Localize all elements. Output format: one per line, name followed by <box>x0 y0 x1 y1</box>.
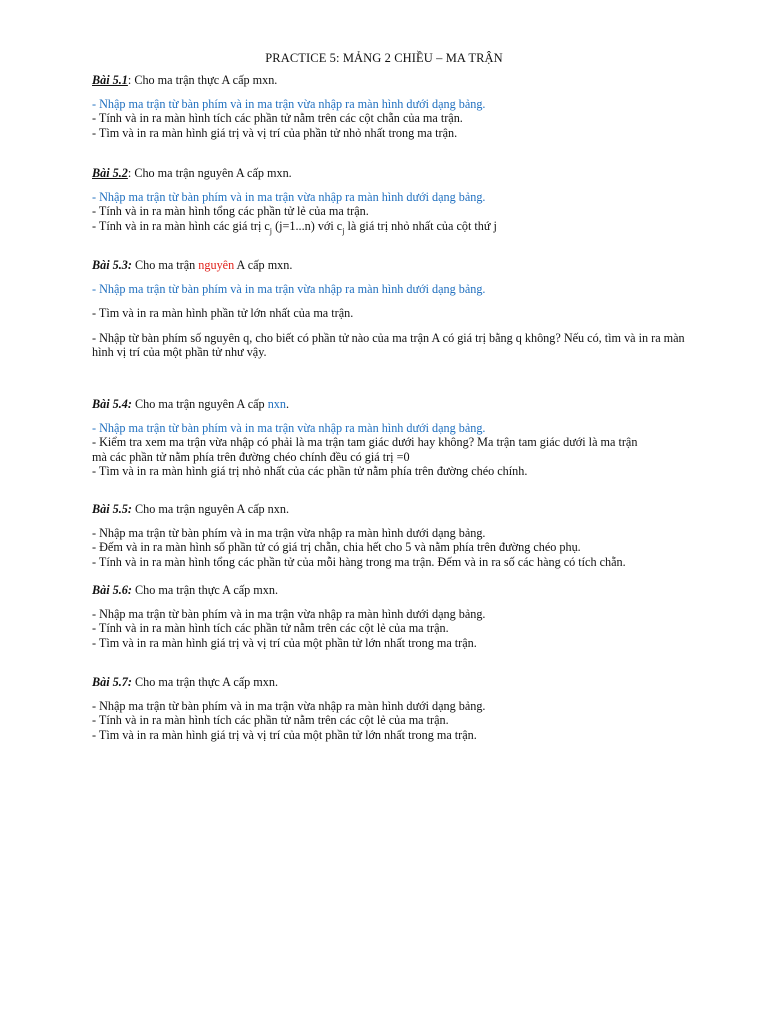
exercise-5-7 <box>92 675 692 742</box>
exercise-5-4 <box>92 397 692 479</box>
task-line: - Nhập ma trận từ bàn phím và in ma trận vừa nhập ra màn hình dưới dạng bảng. <box>92 189 486 204</box>
exercise-title: Cho ma trận thực A cấp mxn. <box>131 675 279 689</box>
task-line: - Nhập ma trận từ bàn phím và in ma trận vừa nhập ra màn hình dưới dạng bảng. <box>92 281 486 296</box>
exercise-5-2 <box>92 166 692 233</box>
exercise-number: Bài 5.7: <box>92 675 132 689</box>
page-title: PRACTICE 5: MẢNG 2 CHIỀU – MA TRẬN <box>265 51 503 65</box>
exercise-title: : Cho ma trận thực A cấp mxn. <box>127 73 278 87</box>
task-line: - Tìm và in ra màn hình phần tử lớn nhất của ma trận. <box>92 306 354 320</box>
task-line: - Nhập ma trận từ bàn phím và in ma trận vừa nhập ra màn hình dưới dạng bảng. <box>92 525 486 540</box>
task-line: - Kiểm tra xem ma trận vừa nhập có phải là ma trận tam giác dưới hay không? Ma trận tam giác dưới là ma trận <box>92 435 638 449</box>
exercise-title: Cho ma trận thực A cấp mxn. <box>131 583 279 597</box>
subscript: j <box>342 225 345 235</box>
exercise-heading <box>92 397 692 412</box>
exercise-title: Cho ma trận <box>131 258 199 272</box>
exercise-title: A cấp mxn. <box>234 258 293 272</box>
exercise-5-3 <box>92 258 692 360</box>
task-line: - Nhập ma trận từ bàn phím và in ma trận vừa nhập ra màn hình dưới dạng bảng. <box>92 420 486 435</box>
exercise-number: Bài 5.2 <box>92 166 128 180</box>
exercise-heading <box>92 258 692 273</box>
task-line: - Tính và in ra màn hình tích các phần tử nằm trên các cột lẻ của ma trận. <box>92 621 449 635</box>
task-line: - Đếm và in ra màn hình số phần tử có giá trị chẵn, chia hết cho 5 và nằm phía trên đường chéo phụ. <box>92 540 581 554</box>
task-line: mà các phần tử nằm phía trên đường chéo chính đều có giá trị =0 <box>92 449 410 464</box>
exercise-title: . <box>285 397 290 411</box>
exercise-heading <box>92 675 692 690</box>
exercise-number: Bài 5.3: <box>92 258 132 272</box>
subscript: j <box>269 225 273 235</box>
task-line: - Tính và in ra màn hình tổng các phần tử của mỗi hàng trong ma trận. Đếm và in ra số các hàng có tích chẵn. <box>92 554 626 569</box>
exercise-title-highlight: nxn <box>267 397 286 411</box>
exercise-number: Bài 5.4: <box>92 397 132 411</box>
exercise-heading <box>92 583 692 598</box>
exercise-heading <box>92 166 692 181</box>
exercise-5-1 <box>92 73 692 140</box>
task-line: - Tìm và in ra màn hình giá trị và vị trí của một phần tử lớn nhất trong ma trận. <box>92 635 477 650</box>
exercise-title: Cho ma trận nguyên A cấp <box>131 397 268 411</box>
task-text: (j=1...n) với c <box>272 218 343 233</box>
task-line: - Nhập ma trận từ bàn phím và in ma trận vừa nhập ra màn hình dưới dạng bảng. <box>92 606 486 621</box>
exercise-title: Cho ma trận nguyên A cấp nxn. <box>131 502 290 516</box>
task-line: - Tính và in ra màn hình tích các phần tử nằm trên các cột chẵn của ma trận. <box>92 111 463 125</box>
task-line: - Nhập ma trận từ bàn phím và in ma trận vừa nhập ra màn hình dưới dạng bảng. <box>92 698 486 713</box>
task-text: là giá trị nhỏ nhất của cột thứ j <box>344 218 497 233</box>
exercise-5-5 <box>92 502 692 569</box>
exercise-title: : Cho ma trận nguyên A cấp mxn. <box>127 166 292 180</box>
task-line: - Tính và in ra màn hình tích các phần tử nằm trên các cột lẻ của ma trận. <box>92 713 449 727</box>
task-line: - Nhập ma trận từ bàn phím và in ma trận vừa nhập ra màn hình dưới dạng bảng. <box>92 96 486 111</box>
task-line: - Nhập từ bàn phím số nguyên q, cho biết có phần tử nào của ma trận A có giá trị bằng q không? Nếu có, tìm và in ra màn hình vị trí của một phần tử như vậy. <box>92 330 685 359</box>
exercise-heading <box>92 73 692 88</box>
task-line <box>92 219 692 234</box>
task-line: - Tính và in ra màn hình tổng các phần tử lẻ của ma trận. <box>92 204 369 218</box>
exercise-number: Bài 5.1 <box>92 73 128 87</box>
exercise-heading <box>92 502 692 517</box>
exercise-title-highlight: nguyên <box>198 258 235 272</box>
task-line: - Tìm và in ra màn hình giá trị và vị trí của phần tử nhỏ nhất trong ma trận. <box>92 125 458 140</box>
exercise-number: Bài 5.6: <box>92 583 132 597</box>
task-text: - Tính và in ra màn hình các giá trị c <box>92 218 270 233</box>
exercise-number: Bài 5.5: <box>92 502 132 516</box>
task-line: - Tìm và in ra màn hình giá trị và vị trí của một phần tử lớn nhất trong ma trận. <box>92 727 477 742</box>
exercise-5-6 <box>92 583 692 650</box>
task-line: - Tìm và in ra màn hình giá trị nhỏ nhất của các phần tử nằm phía trên đường chéo chính. <box>92 464 528 478</box>
